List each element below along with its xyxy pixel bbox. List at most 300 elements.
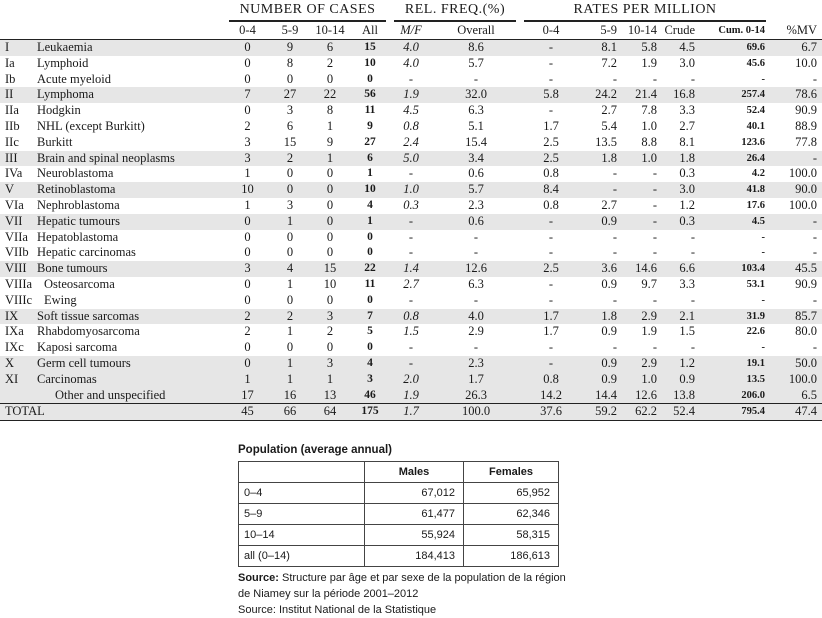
row-label: Retinoblastoma [37,182,116,197]
table-cell: - [548,229,554,244]
row-label: Carcinomas [37,371,97,386]
table-cell: 4.5 [700,214,770,230]
table-cell: 1.0 [390,182,432,198]
table-cell: 2 [326,55,334,70]
table-row [0,87,822,103]
table-cell: 4 [367,198,373,211]
row-label: NHL (except Burkitt) [37,118,145,133]
table-cell: 90.9 [795,103,818,118]
col-header: 5-9 [582,22,622,40]
table-cell: 0 [286,71,294,86]
table-cell: 0 [286,340,294,355]
row-code: IVa [5,166,23,181]
table-cell: 0.9 [601,276,617,291]
col-header: 0-4 [225,22,270,40]
table-cell: 4 [270,261,310,277]
table-cell: 0 [225,356,270,372]
table-cell: - [652,197,657,212]
table-row [0,340,822,356]
table-cell: - [612,245,617,260]
table-cell: - [622,214,662,230]
table-cell: - [652,292,657,307]
table-row [0,277,822,293]
table-cell: 3 [286,197,294,212]
table-cell: 22 [350,261,390,277]
table-cell: 85.7 [770,309,822,325]
table-cell: 1.9 [390,87,432,103]
table-cell: 3 [244,134,251,149]
table-cell: - [812,229,818,244]
table-cell: 0 [326,197,334,212]
table-cell: 0.8 [390,309,432,325]
table-cell: 1 [367,167,373,180]
table-cell: 1 [270,214,310,230]
table-cell: 8 [326,103,334,118]
table-cell: 0 [367,72,373,85]
table-cell: 0.9 [582,356,622,372]
row-label: Bone tumours [37,261,108,276]
table-cell: - [612,229,617,244]
table-cell: 7 [225,87,270,103]
table-cell: 6.3 [468,103,484,118]
table-cell: 2.9 [622,356,662,372]
table-cell: 0.9 [662,372,700,388]
table-cell: - [770,214,822,230]
table-cell: 46 [350,388,390,404]
table-cell: 10 [225,182,270,198]
table-cell: - [408,245,414,260]
table-cell: - [548,340,554,355]
population-row [239,525,559,546]
table-cell: 10 [350,182,390,198]
table-cell: 41.8 [700,182,770,198]
table-cell: 45 [225,404,270,421]
table-cell: - [408,340,414,355]
table-cell: 1.7 [432,372,520,388]
number-of-cases-header: NUMBER OF CASES [229,0,386,22]
table-cell: 1.0 [622,151,662,167]
rates-per-million-header: RATES PER MILLION [524,0,766,22]
table-cell: - [690,292,695,307]
table-cell: 9.7 [641,276,657,291]
population-cell: 10–14 [239,525,365,546]
table-cell: 7.8 [641,103,657,118]
table-cell: 0 [310,182,350,198]
table-cell: - [622,182,662,198]
table-cell: 0 [244,292,251,307]
table-row [0,198,822,214]
population-panel [238,444,568,618]
table-cell: - [761,73,766,85]
total-row [0,404,822,421]
table-cell: 4.0 [390,40,432,56]
table-cell: 0 [244,340,251,355]
row-label: Burkitt [37,134,73,149]
table-cell: - [548,103,554,118]
table-cell: 10 [364,56,376,69]
source-institute: Source: Institut National de la Statistique [238,604,437,616]
table-cell: 77.8 [795,134,818,149]
population-cell: 61,477 [365,504,464,525]
table-cell: 0 [326,245,334,260]
table-cell: 3.3 [679,103,695,118]
table-cell: - [390,214,432,230]
row-code: VII [5,213,23,228]
table-cell: - [390,356,432,372]
col-header: 5-9 [270,22,310,40]
table-cell: 66 [270,404,310,421]
table-cell: 1.2 [662,356,700,372]
table-cell: - [548,55,554,70]
table-cell: 0 [286,292,294,307]
table-cell: 1.5 [679,324,695,339]
table-cell: 1.9 [641,55,657,70]
table-row [0,309,822,325]
table-cell: - [408,71,414,86]
table-cell: 2.7 [679,118,695,133]
table-cell: 4.2 [751,168,766,180]
table-cell: 32.0 [432,87,520,103]
row-code: I [5,40,10,54]
table-row [0,245,822,261]
population-cell: 186,613 [464,546,559,567]
row-label: Hepatoblastoma [37,229,119,244]
table-cell: 0.9 [582,214,622,230]
table-cell: 62.2 [622,404,662,421]
table-cell: 2.7 [601,103,617,118]
table-cell: 26.3 [432,388,520,404]
table-cell: 13.8 [662,388,700,404]
table-row [0,182,822,198]
row-code: Ia [5,55,15,70]
table-cell: 90.9 [795,276,818,291]
table-cell: 1.7 [520,309,582,325]
table-cell: 0.3 [662,214,700,230]
table-cell: 26.4 [700,151,770,167]
row-code: VIa [5,197,24,212]
table-cell: 2.7 [601,197,617,212]
table-cell: 0 [244,71,251,86]
table-cell: 103.4 [700,261,770,277]
table-cell: 11 [364,104,376,117]
table-cell: 9 [326,134,334,149]
population-cell: 67,012 [365,483,464,504]
table-cell: 47.4 [770,404,822,421]
table-cell: - [812,340,818,355]
population-row [239,546,559,567]
table-cell: 78.6 [770,87,822,103]
table-cell: 257.4 [700,87,770,103]
table-row [0,40,822,56]
col-header: Cum. 0-14 [700,22,770,40]
table-cell: 2.1 [662,309,700,325]
rel-freq-header: REL. FREQ.(%) [394,0,516,22]
table-cell: 1 [310,151,350,167]
table-cell: 6.7 [770,40,822,56]
table-cell: 123.6 [741,136,766,148]
table-cell: 0.6 [432,214,520,230]
population-cell: 55,924 [365,525,464,546]
row-label: Brain and spinal neoplasms [37,150,175,165]
source-label: Source: [238,572,279,584]
table-cell: 7.2 [601,55,617,70]
table-cell: 0 [310,214,350,230]
table-cell: 0 [286,166,294,181]
table-cell: 1.9 [390,388,432,404]
table-row [0,293,822,309]
table-cell: - [408,292,414,307]
table-cell: 37.6 [520,404,582,421]
table-cell: 1 [326,118,334,133]
row-code: X [5,355,15,370]
table-cell: - [548,276,554,291]
table-cell: - [548,245,554,260]
population-title: Population (average annual) [238,444,392,456]
table-cell: 0 [225,214,270,230]
table-cell: 0 [244,55,251,70]
table-cell: 80.0 [795,324,818,339]
table-cell: - [473,292,479,307]
population-header [239,462,365,483]
table-cell: - [761,342,766,354]
row-code: II [5,87,14,102]
table-cell: - [652,166,657,181]
table-cell: 1.8 [662,151,700,167]
table-cell: - [520,356,582,372]
table-cell: 8.1 [679,134,695,149]
population-header: Females [464,462,559,483]
row-code: IX [5,308,19,323]
table-cell: 1 [270,372,310,388]
table-cell: 795.4 [700,404,770,421]
table-cell: 6.6 [662,261,700,277]
table-cell: 13.5 [700,372,770,388]
table-row [0,261,822,277]
table-cell: 5.7 [468,55,484,70]
table-cell: 0 [367,293,373,306]
table-cell: 2.4 [403,134,419,149]
row-label: Kaposi sarcoma [37,340,118,355]
table-cell: - [812,245,818,260]
table-cell: 1 [350,214,390,230]
table-cell: 4.0 [403,55,419,70]
table-cell: 2 [225,309,270,325]
table-cell: 0.8 [520,372,582,388]
table-cell: 206.0 [700,388,770,404]
table-cell: 3.0 [662,182,700,198]
table-cell: 8.4 [520,182,582,198]
table-cell: 27 [270,87,310,103]
col-header: 0-4 [520,22,582,40]
table-row [0,119,822,135]
table-cell: 17 [225,388,270,404]
table-cell: 5.8 [622,40,662,56]
table-cell: 1.0 [641,118,657,133]
table-cell: 4.5 [662,40,700,56]
table-cell: 1 [244,166,251,181]
table-cell: 90.0 [770,182,822,198]
table-row [0,372,822,388]
row-label: Other and unspecified [55,387,166,402]
table-cell: 7 [350,309,390,325]
table-cell: - [473,71,479,86]
table-cell: - [652,71,657,86]
table-row [0,56,822,72]
row-label: Osteosarcoma [44,276,115,291]
row-code: VIIIc [5,292,33,307]
row-label: Lymphoid [37,55,89,70]
table-cell: - [761,247,766,259]
population-cell: 62,346 [464,504,559,525]
table-cell: 14.6 [622,261,662,277]
row-code: IXc [5,340,24,355]
table-cell: 0.8 [403,118,419,133]
table-cell: 2.7 [403,276,419,291]
table-cell: 5.0 [390,151,432,167]
table-cell: 8.1 [582,40,622,56]
table-cell: 1 [286,276,294,291]
col-header: 10-14 [310,22,350,40]
table-cell: 0 [326,229,334,244]
row-label: Lymphoma [37,87,94,102]
table-cell: - [761,294,766,306]
table-cell: 1 [225,372,270,388]
table-cell: 8 [286,55,294,70]
col-header: Crude [662,22,700,40]
table-cell: 4.0 [432,309,520,325]
table-cell: - [690,245,695,260]
row-label: Hodgkin [37,103,81,118]
table-cell: 17.6 [746,199,766,211]
table-cell: 15 [350,40,390,56]
table-row [0,72,822,88]
table-cell: - [652,340,657,355]
table-cell: 5.7 [432,182,520,198]
table-row [0,230,822,246]
table-cell: 100.0 [432,404,520,421]
table-cell: 2.5 [543,134,559,149]
table-cell: 0 [367,246,373,259]
col-header: Overall [432,22,520,40]
table-cell: - [408,229,414,244]
row-code: IIa [5,103,19,118]
table-row [0,151,822,167]
table-cell: 5.1 [468,118,484,133]
table-cell: - [690,229,695,244]
row-code: IXa [5,324,24,339]
table-cell: 22.6 [746,326,766,338]
table-row [0,324,822,340]
table-cell: 3 [310,309,350,325]
total-label: TOTAL [5,404,45,419]
table-row [0,166,822,182]
table-cell: - [582,182,622,198]
table-cell: 0.9 [601,324,617,339]
table-cell: 5 [367,325,373,338]
table-cell: - [473,229,479,244]
table-cell: 0 [286,229,294,244]
table-row [0,356,822,372]
table-cell: 1.7 [543,324,559,339]
table-cell: 0.8 [543,166,559,181]
table-cell: 100.0 [770,372,822,388]
row-code: VIIIa [5,276,33,291]
table-cell: 0.3 [403,197,419,212]
table-cell: 0 [244,276,251,291]
table-cell: - [812,71,818,86]
table-cell: 12.6 [622,388,662,404]
table-cell: 0 [244,103,251,118]
table-cell: 5.8 [520,87,582,103]
table-cell: 0 [326,292,334,307]
table-cell: 1.0 [622,372,662,388]
row-code: V [5,182,15,197]
table-cell: 5.4 [601,118,617,133]
table-cell: 1.2 [679,197,695,212]
table-cell: 6.5 [770,388,822,404]
table-cell: 3.4 [432,151,520,167]
table-cell: 10 [323,276,337,291]
table-cell: - [473,245,479,260]
table-cell: 6 [350,151,390,167]
row-label: Germ cell tumours [37,355,131,370]
table-cell: 88.9 [795,118,818,133]
table-cell: - [770,151,822,167]
table-cell: 2 [270,151,310,167]
table-cell: 22 [310,87,350,103]
row-label: Rhabdomyosarcoma [37,324,140,339]
table-cell: 2 [270,309,310,325]
table-cell: - [652,229,657,244]
col-header: 10-14 [622,22,662,40]
table-cell: 3.6 [582,261,622,277]
table-cell: 27 [364,135,376,148]
table-cell: 52.4 [662,404,700,421]
row-code: Ib [5,71,16,86]
table-cell: 1.4 [390,261,432,277]
population-row [239,483,559,504]
table-cell: - [612,292,617,307]
table-cell: - [812,292,818,307]
table-cell: 2.9 [622,309,662,325]
table-cell: 13.5 [595,134,617,149]
table-cell: 6.3 [468,276,484,291]
table-cell: 175 [350,404,390,421]
table-cell: - [652,245,657,260]
col-header: M/F [390,22,432,40]
table-cell: 0.9 [582,372,622,388]
table-cell: 45.5 [770,261,822,277]
table-cell: 2.5 [520,261,582,277]
table-cell: 15.4 [465,134,487,149]
row-code: XI [5,371,19,386]
population-source [238,570,568,618]
row-code: VIIa [5,229,28,244]
row-label: Soft tissue sarcomas [37,308,140,323]
source-text: Structure par âge et par sexe de la population de la région de Niamey sur la période 2001–2012 [238,572,566,600]
population-cell: all (0–14) [239,546,365,567]
table-cell: 0 [326,340,334,355]
table-cell: - [548,292,554,307]
row-label: Acute myeloid [37,71,111,86]
table-cell: 14.4 [582,388,622,404]
table-cell: 56 [350,87,390,103]
table-cell: 2.3 [432,356,520,372]
population-row [239,504,559,525]
row-label: Ewing [44,292,77,307]
table-cell: - [408,166,414,181]
table-cell: - [690,71,695,86]
